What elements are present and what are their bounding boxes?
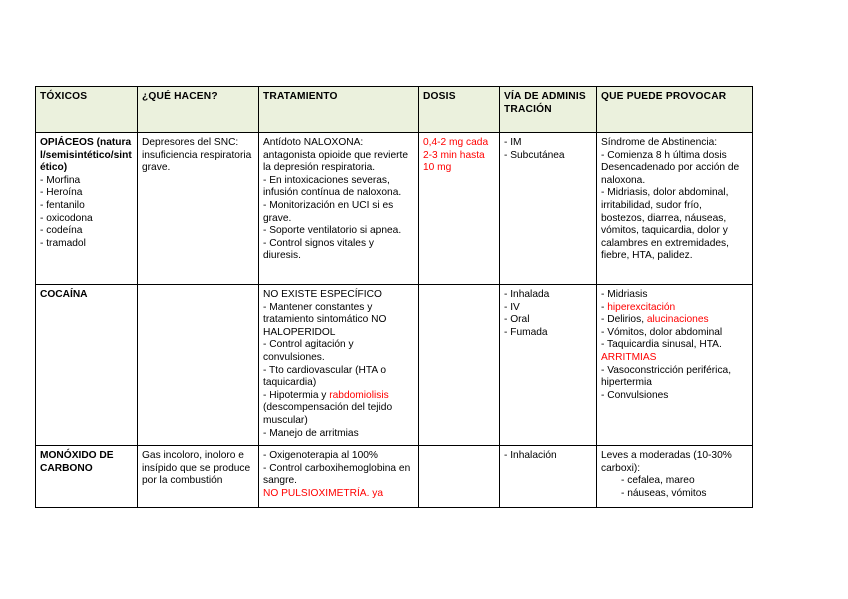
provocar-line: - Midriasis: [601, 289, 648, 300]
tratamiento-text: - Hipotermia y: [263, 389, 330, 401]
cell-toxico: [36, 285, 138, 446]
provocar-highlight: ARRITMIAS: [601, 351, 657, 363]
header-provocar: QUE PUEDE PROVOCAR: [597, 87, 753, 133]
tratamiento-line: - Control signos vitales y diuresis.: [263, 237, 377, 262]
cell-toxico: [36, 446, 138, 508]
cell-tratamiento: [259, 285, 419, 446]
cell-provocar: [597, 446, 753, 508]
provocar-text: - Delirios,: [601, 314, 647, 326]
tratamiento-line: - Tto cardiovascular (HTA o taquicardia): [263, 364, 389, 389]
toxico-title: COCAÍNA: [40, 289, 88, 300]
tratamiento-highlight: rabdomiolisis: [329, 389, 389, 401]
via-item: - IM: [504, 137, 522, 148]
cell-tratamiento: [259, 446, 419, 508]
via-item: - Subcutánea: [504, 149, 565, 161]
header-que-hacen: ¿QUÉ HACEN?: [138, 87, 259, 133]
cell-toxico: [36, 133, 138, 285]
cell-dosis: [419, 446, 500, 508]
tratamiento-line: (descompensación del tejido muscular): [263, 402, 395, 426]
toxico-item: - codeína: [40, 225, 83, 237]
via-item: - Oral: [504, 314, 530, 326]
cell-via: [500, 285, 597, 446]
via-item: - Inhalación: [504, 450, 557, 461]
via-item: - Inhalada: [504, 289, 550, 300]
provocar-line: [601, 314, 748, 327]
header-dosis: DOSIS: [419, 87, 500, 133]
tratamiento-line: - Control agitación y convulsiones.: [263, 339, 357, 363]
toxico-item: - Morfina: [40, 174, 81, 186]
provocar-line: - Vasoconstricción periférica, hipertermia: [601, 364, 734, 389]
tratamiento-line: - En intoxicaciones severas, infusión contínua de naloxona.: [263, 174, 402, 199]
toxicos-table: [35, 86, 753, 508]
cell-que-hacen: Gas incoloro, inoloro e insípido que se produce por la combustión: [138, 446, 259, 508]
cell-provocar: [597, 133, 753, 285]
provocar-line: Síndrome de Abstinencia:: [601, 137, 718, 148]
provocar-line: - Comienza 8 h última dosis: [601, 149, 727, 161]
table-row-cocaina: [36, 285, 753, 446]
toxico-item: - oxicodona: [40, 212, 93, 224]
toxico-title: OPIÁCEOS (natural/semisintético/sintético): [40, 137, 132, 174]
tratamiento-highlight: NO PULSIOXIMETRÍA. ya: [263, 487, 384, 499]
table-row-monoxido: [36, 446, 753, 508]
provocar-line: Desencadenado por acción de naloxona.: [601, 162, 743, 186]
tratamiento-line: - Manejo de arritmias: [263, 427, 359, 439]
provocar-bullet: - náuseas, vómitos: [621, 487, 707, 499]
provocar-line: - Midriasis, dolor abdominal, irritabilidad, sudor frío, bostezos, diarrea, náuseas, vómitos, taquicardia, dolor y calambres en extremidades, fiebre, HTA, palidez.: [601, 187, 732, 262]
cell-via: [500, 133, 597, 285]
provocar-line: - Taquicardia sinusal, HTA.: [601, 339, 722, 351]
provocar-bullet: - cefalea, mareo: [621, 475, 695, 487]
provocar-line: [601, 302, 748, 315]
cell-via: [500, 446, 597, 508]
tratamiento-line: - Soporte ventilatorio si apnea.: [263, 225, 402, 237]
header-row: [36, 87, 753, 133]
tratamiento-line: - Oxigenoterapia al 100%: [263, 450, 378, 461]
cell-tratamiento: [259, 133, 419, 285]
cell-que-hacen: Depresores del SNC: insuficiencia respiratoria grave.: [138, 133, 259, 285]
provocar-text: -: [601, 301, 608, 313]
provocar-highlight: hiperexcitación: [607, 301, 676, 313]
header-via: VÍA DE ADMINISTRACIÓN: [500, 87, 597, 133]
provocar-line: Leves a moderadas (10-30% carboxi):: [601, 450, 735, 474]
tratamiento-line: [263, 390, 414, 403]
header-tratamiento: TRATAMIENTO: [259, 87, 419, 133]
toxico-item: - Heroína: [40, 187, 83, 199]
tratamiento-line: Antídoto NALOXONA: antagonista opioide que revierte la depresión respiratoria.: [263, 137, 411, 174]
provocar-line: - Vómitos, dolor abdominal: [601, 326, 723, 338]
cell-dosis: 0,4-2 mg cada 2-3 min hasta 10 mg: [419, 133, 500, 285]
provocar-highlight: alucinaciones: [646, 314, 709, 326]
tratamiento-line: - Mantener constantes y tratamiento sintomático NO HALOPERIDOL: [263, 301, 390, 338]
toxico-item: - tramadol: [40, 237, 86, 249]
tratamiento-line: NO EXISTE ESPECÍFICO: [263, 289, 382, 300]
tratamiento-line: - Monitorización en UCI si es grave.: [263, 199, 397, 224]
table-row-opiaceos: [36, 133, 753, 285]
toxico-item: - fentanilo: [40, 199, 85, 211]
cell-que-hacen: [138, 285, 259, 446]
toxico-title: MONÓXIDO DE CARBONO: [40, 450, 117, 474]
via-item: - Fumada: [504, 326, 548, 338]
tratamiento-line: - Control carboxihemoglobina en sangre.: [263, 462, 414, 487]
cell-provocar: [597, 285, 753, 446]
header-toxicos: TÓXICOS: [36, 87, 138, 133]
via-item: - IV: [504, 301, 520, 313]
cell-dosis: [419, 285, 500, 446]
provocar-line: - Convulsiones: [601, 389, 669, 401]
